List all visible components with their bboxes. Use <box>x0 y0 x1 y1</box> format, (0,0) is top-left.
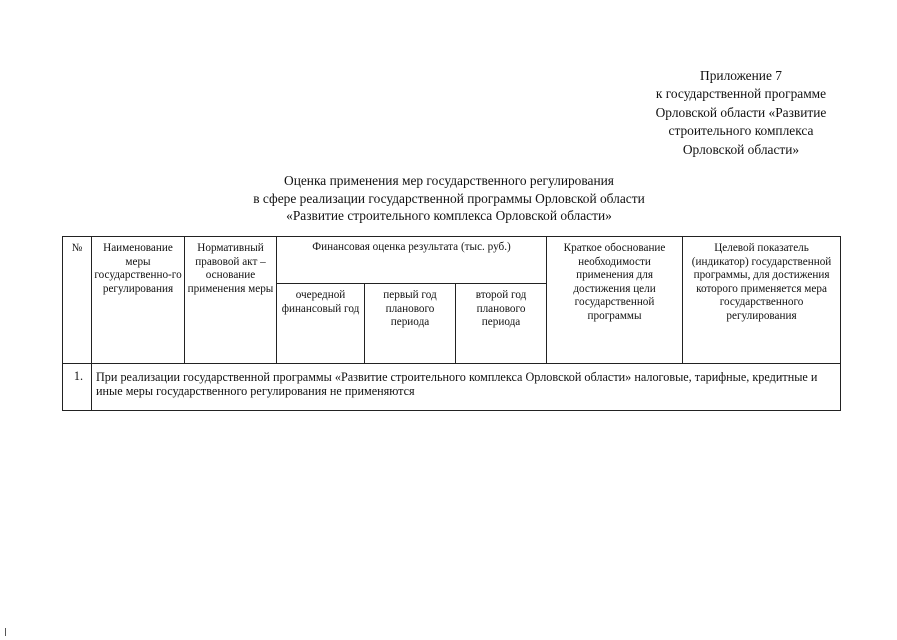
regulation-measures-table <box>62 236 841 411</box>
row-text: При реализации государственной программы «Развитие строительного комплекса Орловской области» налоговые, тарифные, кредитные и иные меры государственного регулирования не применяются <box>92 364 841 411</box>
header-measure-name: Наименование меры государственно-го регулирования <box>92 237 185 364</box>
row-number: 1. <box>63 364 92 411</box>
header-num: № <box>63 237 92 364</box>
appendix-line: Орловской области «Развитие <box>655 104 827 120</box>
header-first-plan-year: первый год планового периода <box>365 284 456 364</box>
title-line: Оценка применения мер государственного регулирования <box>284 173 614 188</box>
appendix-line: Приложение 7 <box>700 68 782 83</box>
appendix-note <box>620 67 862 159</box>
header-current-year: очередной финансовый год <box>277 284 365 364</box>
title-line: «Развитие строительного комплекса Орловской области» <box>286 208 612 223</box>
table-row <box>63 364 841 411</box>
header-financial-assessment: Финансовая оценка результата (тыс. руб.) <box>277 237 547 284</box>
header-rationale: Краткое обоснование необходимости применения для достижения цели государственной программы <box>547 237 683 364</box>
document-title <box>150 172 748 225</box>
table-header-row <box>63 237 841 284</box>
appendix-line: Орловской области» <box>682 141 800 157</box>
title-line: в сфере реализации государственной программы Орловской области <box>253 190 645 206</box>
appendix-line: к государственной программе <box>655 86 827 102</box>
scan-mark <box>5 628 6 636</box>
header-second-plan-year: второй год планового периода <box>456 284 547 364</box>
header-target-indicator: Целевой показатель (индикатор) государственной программы, для достижения которого применяется мера государственного регулирования <box>683 237 841 364</box>
header-legal-act: Нормативный правовой акт – основание применения меры <box>185 237 277 364</box>
appendix-line: строительного комплекса <box>668 123 814 139</box>
